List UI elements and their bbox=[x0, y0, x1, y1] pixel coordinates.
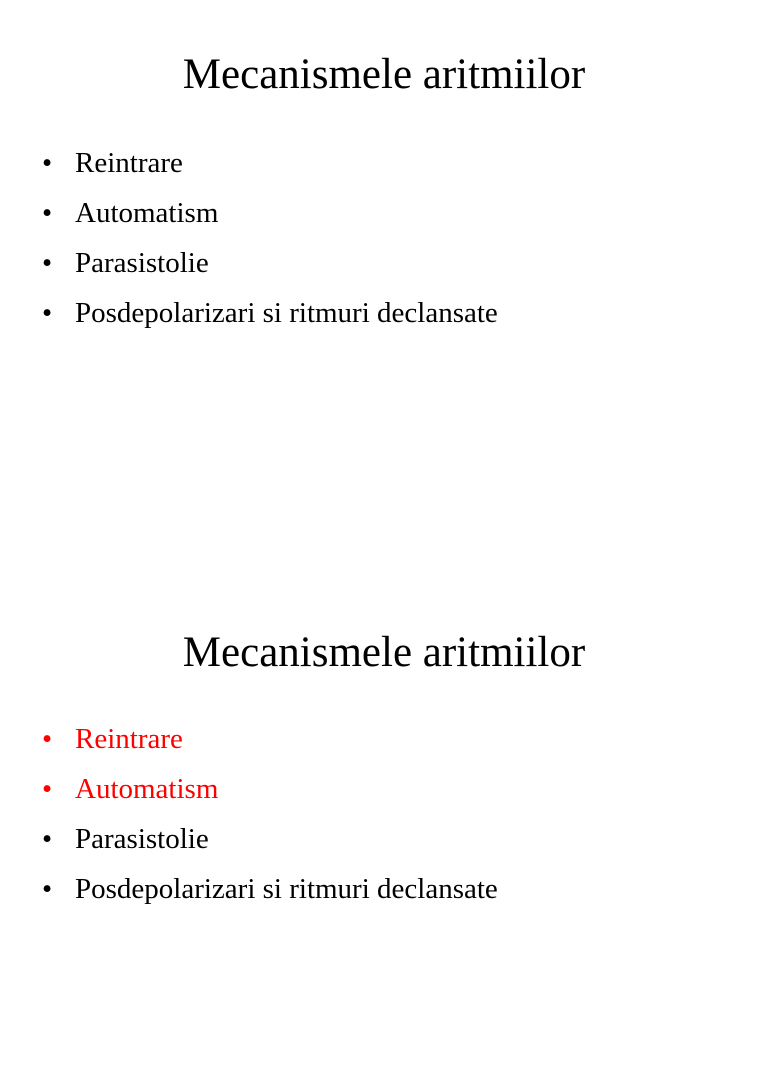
list-item bbox=[42, 188, 498, 238]
bullet-list bbox=[42, 138, 498, 338]
list-item-label: Reintrare bbox=[75, 723, 183, 755]
list-item-label: Automatism bbox=[75, 197, 219, 229]
bullet-icon: • bbox=[42, 823, 53, 855]
bullet-icon: • bbox=[42, 197, 53, 229]
list-item-label: Posdepolarizari si ritmuri declansate bbox=[75, 297, 498, 329]
list-item bbox=[42, 288, 498, 338]
list-item bbox=[42, 138, 498, 188]
list-item bbox=[42, 864, 498, 914]
list-item-label: Posdepolarizari si ritmuri declansate bbox=[75, 873, 498, 905]
list-item bbox=[42, 764, 498, 814]
slide-title: Mecanismele aritmiilor bbox=[182, 51, 586, 98]
list-item bbox=[42, 814, 498, 864]
bullet-icon: • bbox=[42, 247, 53, 279]
list-item bbox=[42, 238, 498, 288]
bullet-icon: • bbox=[42, 873, 53, 905]
bullet-icon: • bbox=[42, 723, 53, 755]
bullet-list bbox=[42, 714, 498, 914]
list-item bbox=[42, 714, 498, 764]
slide-1 bbox=[0, 0, 768, 512]
slide-2 bbox=[0, 576, 768, 1088]
bullet-icon: • bbox=[42, 147, 53, 179]
bullet-icon: • bbox=[42, 297, 53, 329]
slide-title: Mecanismele aritmiilor bbox=[182, 629, 586, 676]
list-item-label: Reintrare bbox=[75, 147, 183, 179]
list-item-label: Automatism bbox=[75, 773, 219, 805]
bullet-icon: • bbox=[42, 773, 53, 805]
list-item-label: Parasistolie bbox=[75, 247, 209, 279]
list-item-label: Parasistolie bbox=[75, 823, 209, 855]
